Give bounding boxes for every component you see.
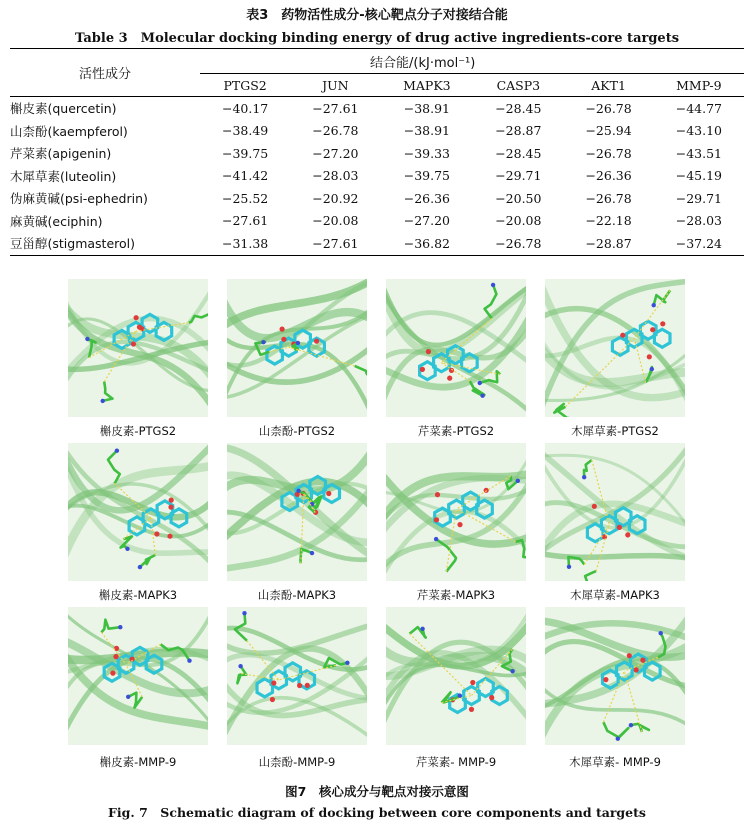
table-row bbox=[10, 120, 744, 143]
table-title-en: Table 3 Molecular docking binding energy of drug active ingredients-core targets bbox=[74, 31, 680, 46]
figure-caption-cn: 图7 核心成分与靶点对接示意图 bbox=[285, 784, 469, 799]
table-row bbox=[10, 142, 744, 165]
oxygen-atom bbox=[114, 646, 119, 651]
energy-cell: −22.18 bbox=[585, 213, 632, 229]
oxygen-atom bbox=[271, 680, 276, 685]
oxygen-atom bbox=[470, 680, 475, 685]
oxygen-atom bbox=[280, 327, 285, 332]
energy-cell: −28.87 bbox=[563, 232, 653, 255]
oxygen-atom bbox=[154, 531, 159, 536]
residue-stick bbox=[603, 722, 628, 739]
oxygen-atom bbox=[314, 339, 319, 344]
docking-panel bbox=[68, 279, 208, 417]
oxygen-atom bbox=[620, 333, 625, 338]
protein-ribbon bbox=[227, 280, 367, 327]
energy-cell: −20.92 bbox=[312, 190, 359, 206]
energy-cell: −28.03 bbox=[675, 213, 722, 229]
energy-cell: −26.78 bbox=[473, 232, 563, 255]
energy-cell: −45.19 bbox=[675, 168, 722, 184]
nitrogen-atom bbox=[582, 475, 586, 479]
oxygen-atom bbox=[627, 653, 632, 658]
oxygen-atom bbox=[660, 321, 665, 326]
nitrogen-atom bbox=[125, 547, 129, 551]
nitrogen-atom bbox=[659, 631, 663, 635]
energy-cell: −38.91 bbox=[403, 123, 450, 139]
oxygen-atom bbox=[137, 325, 142, 330]
docking-panel bbox=[227, 279, 367, 417]
compound-name: 麻黄碱(eciphin) bbox=[10, 213, 103, 229]
energy-cell: −44.77 bbox=[675, 100, 722, 116]
docking-panel bbox=[386, 607, 526, 745]
docking-panel bbox=[386, 279, 526, 417]
energy-cell: −38.91 bbox=[403, 100, 450, 116]
nitrogen-atom bbox=[261, 340, 265, 344]
energy-cell: −27.20 bbox=[312, 145, 359, 161]
panel-caption: 山柰酚-PTGS2 bbox=[258, 424, 336, 438]
nitrogen-atom bbox=[238, 664, 242, 668]
oxygen-atom bbox=[592, 504, 597, 509]
nitrogen-atom bbox=[652, 303, 656, 307]
energy-cell: −26.78 bbox=[585, 190, 632, 206]
oxygen-atom bbox=[326, 491, 331, 496]
panel-caption: 芹菜素-MAPK3 bbox=[416, 588, 496, 602]
energy-cell: −38.49 bbox=[221, 123, 269, 139]
panel-caption: 山柰酚-MAPK3 bbox=[257, 588, 337, 602]
energy-cell: −28.45 bbox=[495, 100, 542, 116]
oxygen-atom bbox=[489, 695, 494, 700]
table-row bbox=[10, 97, 744, 120]
energy-cell: −28.87 bbox=[495, 123, 542, 139]
energy-cell: −27.20 bbox=[403, 213, 450, 229]
oxygen-atom bbox=[469, 707, 474, 712]
energy-cell: −27.61 bbox=[221, 213, 269, 229]
oxygen-atom bbox=[650, 327, 655, 332]
oxygen-atom bbox=[134, 315, 139, 320]
oxygen-atom bbox=[447, 376, 452, 381]
oxygen-atom bbox=[647, 354, 652, 359]
energy-cell: −26.78 bbox=[585, 145, 632, 161]
column-header: AKT1 bbox=[563, 74, 653, 97]
panel-caption: 山柰酚-MMP-9 bbox=[258, 755, 336, 769]
panel-caption: 木犀草素- MMP-9 bbox=[569, 755, 661, 769]
energy-cell: −20.50 bbox=[495, 190, 542, 206]
compound-name: 伪麻黄碱(psi-ephedrin) bbox=[10, 191, 148, 207]
oxygen-atom bbox=[110, 671, 115, 676]
residue-stick bbox=[584, 460, 592, 477]
table-row bbox=[10, 210, 744, 233]
oxygen-atom bbox=[449, 368, 454, 373]
column-header: PTGS2 bbox=[200, 74, 290, 97]
energy-cell: −20.08 bbox=[495, 213, 542, 229]
nitrogen-atom bbox=[420, 627, 424, 631]
docking-panel bbox=[545, 443, 685, 581]
energy-cell: −27.61 bbox=[290, 232, 380, 255]
energy-cell: −28.45 bbox=[495, 145, 542, 161]
oxygen-atom bbox=[297, 683, 302, 688]
oxygen-atom bbox=[640, 658, 645, 663]
energy-cell: −26.78 bbox=[312, 123, 359, 139]
oxygen-atom bbox=[113, 654, 118, 659]
residue-stick bbox=[654, 290, 671, 305]
oxygen-atom bbox=[305, 683, 310, 688]
residue-stick bbox=[101, 620, 120, 633]
ligand-ring bbox=[257, 679, 273, 697]
nitrogen-atom bbox=[101, 399, 105, 403]
table-row bbox=[10, 165, 744, 188]
nitrogen-atom bbox=[567, 565, 571, 569]
energy-cell: −41.42 bbox=[221, 168, 269, 184]
panel-caption: 木犀草素-PTGS2 bbox=[571, 424, 659, 438]
oxygen-atom bbox=[603, 677, 608, 682]
oxygen-atom bbox=[420, 367, 425, 372]
column-header: JUN bbox=[290, 74, 380, 97]
energy-cell: −29.71 bbox=[495, 168, 542, 184]
protein-ribbon bbox=[545, 553, 685, 558]
oxygen-atom bbox=[484, 488, 489, 493]
nitrogen-atom bbox=[480, 394, 484, 398]
nitrogen-atom bbox=[85, 337, 89, 341]
panel-caption: 槲皮素-MMP-9 bbox=[99, 755, 177, 769]
column-header: CASP3 bbox=[473, 74, 563, 97]
nitrogen-atom bbox=[434, 537, 438, 541]
energy-cell: −39.75 bbox=[403, 168, 450, 184]
oxygen-atom bbox=[435, 492, 440, 497]
protein-ribbon bbox=[386, 478, 526, 533]
oxygen-atom bbox=[617, 525, 622, 530]
docking-panel bbox=[227, 607, 367, 745]
compound-name: 芹菜素(apigenin) bbox=[10, 146, 112, 162]
energy-cell: −25.52 bbox=[221, 190, 269, 206]
figure-caption-en: Fig. 7 Schematic diagram of docking between core components and targets bbox=[108, 805, 646, 820]
residue-stick bbox=[128, 693, 142, 708]
energy-cell: −37.24 bbox=[654, 232, 744, 255]
panel-caption: 芹菜素-PTGS2 bbox=[417, 424, 495, 438]
energy-cell: −27.61 bbox=[312, 100, 359, 116]
nitrogen-atom bbox=[242, 611, 246, 615]
residue-stick bbox=[103, 382, 113, 401]
compound-name: 木犀草素(luteolin) bbox=[10, 168, 117, 184]
docking-panel bbox=[68, 443, 208, 581]
nitrogen-atom bbox=[478, 381, 482, 385]
ligand-ring bbox=[587, 524, 603, 542]
oxygen-atom bbox=[270, 697, 275, 702]
nitrogen-atom bbox=[345, 661, 349, 665]
nitrogen-atom bbox=[629, 723, 633, 727]
energy-cell: −39.75 bbox=[221, 145, 269, 161]
nitrogen-atom bbox=[115, 449, 119, 453]
docking-panel bbox=[545, 607, 685, 745]
oxygen-atom bbox=[281, 337, 286, 342]
energy-cell: −31.38 bbox=[200, 232, 290, 255]
panel-caption: 木犀草素-MAPK3 bbox=[570, 588, 660, 602]
docking-panel bbox=[68, 607, 208, 745]
oxygen-atom bbox=[625, 532, 630, 537]
nitrogen-atom bbox=[510, 669, 514, 673]
ligand-ring bbox=[654, 329, 670, 347]
oxygen-atom bbox=[169, 498, 174, 503]
nitrogen-atom bbox=[616, 737, 620, 741]
panel-caption: 槲皮素-MAPK3 bbox=[98, 588, 178, 602]
nitrogen-atom bbox=[126, 695, 130, 699]
panel-caption: 芹菜素- MMP-9 bbox=[415, 755, 497, 769]
binding-energy-header: 结合能/(kJ·mol⁻¹) bbox=[200, 49, 744, 74]
residue-stick bbox=[108, 451, 120, 484]
nitrogen-atom bbox=[310, 551, 314, 555]
oxygen-atom bbox=[167, 534, 172, 539]
compound-name: 槲皮素(quercetin) bbox=[10, 101, 117, 117]
column-header: MAPK3 bbox=[381, 74, 474, 97]
nitrogen-atom bbox=[650, 367, 654, 371]
row-header: 活性成分 bbox=[10, 49, 200, 97]
nitrogen-atom bbox=[118, 625, 122, 629]
docking-panel bbox=[386, 443, 526, 581]
table-row bbox=[10, 232, 744, 255]
residue-stick bbox=[582, 571, 596, 581]
table-row bbox=[10, 187, 744, 210]
nitrogen-atom bbox=[296, 489, 300, 493]
nitrogen-atom bbox=[516, 479, 520, 483]
energy-cell: −25.94 bbox=[585, 123, 632, 139]
energy-cell: −20.08 bbox=[312, 213, 359, 229]
residue-stick bbox=[301, 549, 313, 563]
panel-caption: 槲皮素-PTGS2 bbox=[99, 424, 177, 438]
nitrogen-atom bbox=[138, 565, 142, 569]
table-title-cn: 表3 药物活性成分-核心靶点分子对接结合能 bbox=[246, 8, 508, 23]
nitrogen-atom bbox=[296, 341, 300, 345]
energy-cell: −40.17 bbox=[221, 100, 269, 116]
energy-cell: −43.51 bbox=[675, 145, 722, 161]
energy-cell: −36.82 bbox=[381, 232, 474, 255]
oxygen-atom bbox=[634, 667, 639, 672]
compound-name: 山柰酚(kaempferol) bbox=[10, 123, 128, 139]
energy-cell: −26.36 bbox=[403, 190, 450, 206]
energy-cell: −26.36 bbox=[585, 168, 632, 184]
energy-cell: −43.10 bbox=[675, 123, 722, 139]
residue-stick bbox=[631, 724, 649, 732]
residue-stick bbox=[235, 613, 247, 641]
docking-panel bbox=[227, 443, 367, 581]
energy-cell: −39.33 bbox=[403, 145, 450, 161]
oxygen-atom bbox=[168, 505, 173, 510]
energy-cell: −28.03 bbox=[312, 168, 359, 184]
oxygen-atom bbox=[426, 349, 431, 354]
docking-panel bbox=[545, 279, 685, 417]
nitrogen-atom bbox=[187, 659, 191, 663]
energy-cell: −29.71 bbox=[675, 190, 722, 206]
binding-energy-table bbox=[10, 48, 744, 256]
compound-name: 豆甾醇(stigmasterol) bbox=[10, 232, 200, 255]
hydrogen-bond bbox=[624, 671, 642, 732]
oxygen-atom bbox=[434, 517, 439, 522]
energy-cell: −26.78 bbox=[585, 100, 632, 116]
residue-stick bbox=[140, 555, 155, 567]
column-header: MMP-9 bbox=[654, 74, 744, 97]
nitrogen-atom bbox=[491, 283, 495, 287]
nitrogen-atom bbox=[458, 694, 462, 698]
oxygen-atom bbox=[131, 341, 136, 346]
oxygen-atom bbox=[457, 522, 462, 527]
